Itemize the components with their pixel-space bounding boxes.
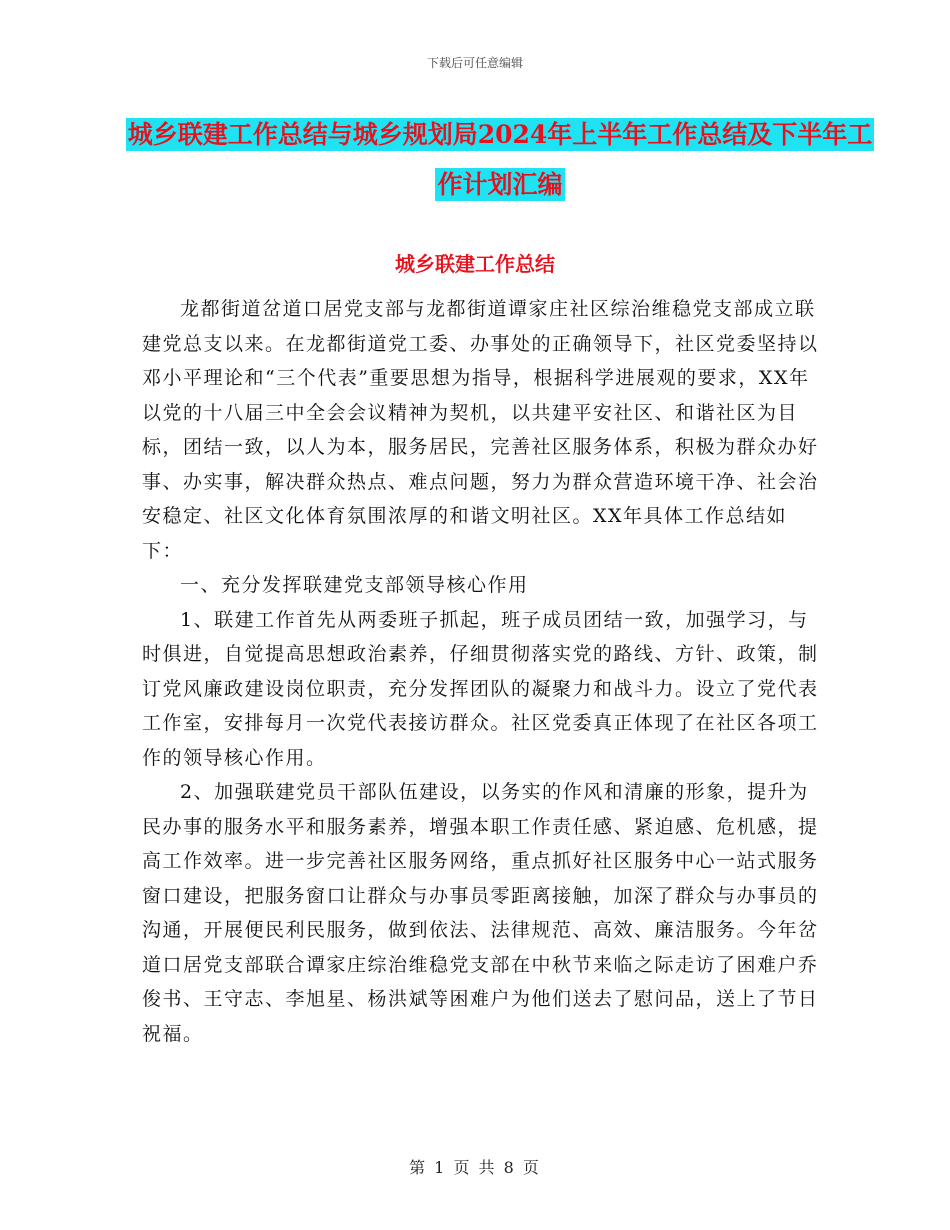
document-body: [142, 292, 822, 1051]
document-title: [120, 110, 880, 210]
section-title: 城乡联建工作总结: [395, 252, 555, 276]
body-paragraph: 龙都街道岔道口居党支部与龙都街道谭家庄社区综治维稳党支部成立联建党总支以来。在龙都街道党工委、办事处的正确领导下，社区党委坚持以邓小平理论和“三个代表”重要思想为指导，根据科学进展观的要求，XX年以党的十八届三中全会会议精神为契机，以共建平安社区、和谐社区为目标，团结一致，以人为本，服务居民，完善社区服务体系，积极为群众办好事、办实事，解决群众热点、难点问题，努力为群众营造环境干净、社会治安稳定、社区文化体育氛围浓厚的和谐文明社区。XX年具体工作总结如下：: [142, 298, 819, 562]
document-title-text: 城乡联建工作总结与城乡规划局2024年上半年工作总结及下半年工作计划汇编: [127, 120, 873, 199]
body-paragraph: 1、联建工作首先从两委班子抓起，班子成员团结一致，加强学习，与时俱进，自觉提高思想政治素养，仔细贯彻落实党的路线、方针、政策，制订党风廉政建设岗位职责，充分发挥团队的凝聚力和战斗力。设立了党代表工作室，安排每月一次党代表接访群众。社区党委真正体现了在社区各项工作的领导核心作用。: [142, 608, 819, 769]
body-heading: 一、充分发挥联建党支部领导核心作用: [180, 574, 529, 596]
header-note: 下载后可任意编辑: [426, 56, 523, 70]
body-paragraph: 2、加强联建党员干部队伍建设，以务实的作风和清廉的形象，提升为民办事的服务水平和服务素养，增强本职工作责任感、紧迫感、危机感，提高工作效率。进一步完善社区服务网络，重点抓好社区服务中心一站式服务窗口建设，把服务窗口让群众与办事员零距离接触，加深了群众与办事员的沟通，开展便民利民服务，做到依法、法律规范、高效、廉洁服务。今年岔道口居党支部联合谭家庄综治维稳党支部在中秋节来临之际走访了困难户乔俊书、王守志、李旭星、杨洪斌等困难户为他们送去了慰问品，送上了节日祝福。: [142, 781, 819, 1045]
page-footer: 第 1 页 共 8 页: [409, 1158, 541, 1177]
